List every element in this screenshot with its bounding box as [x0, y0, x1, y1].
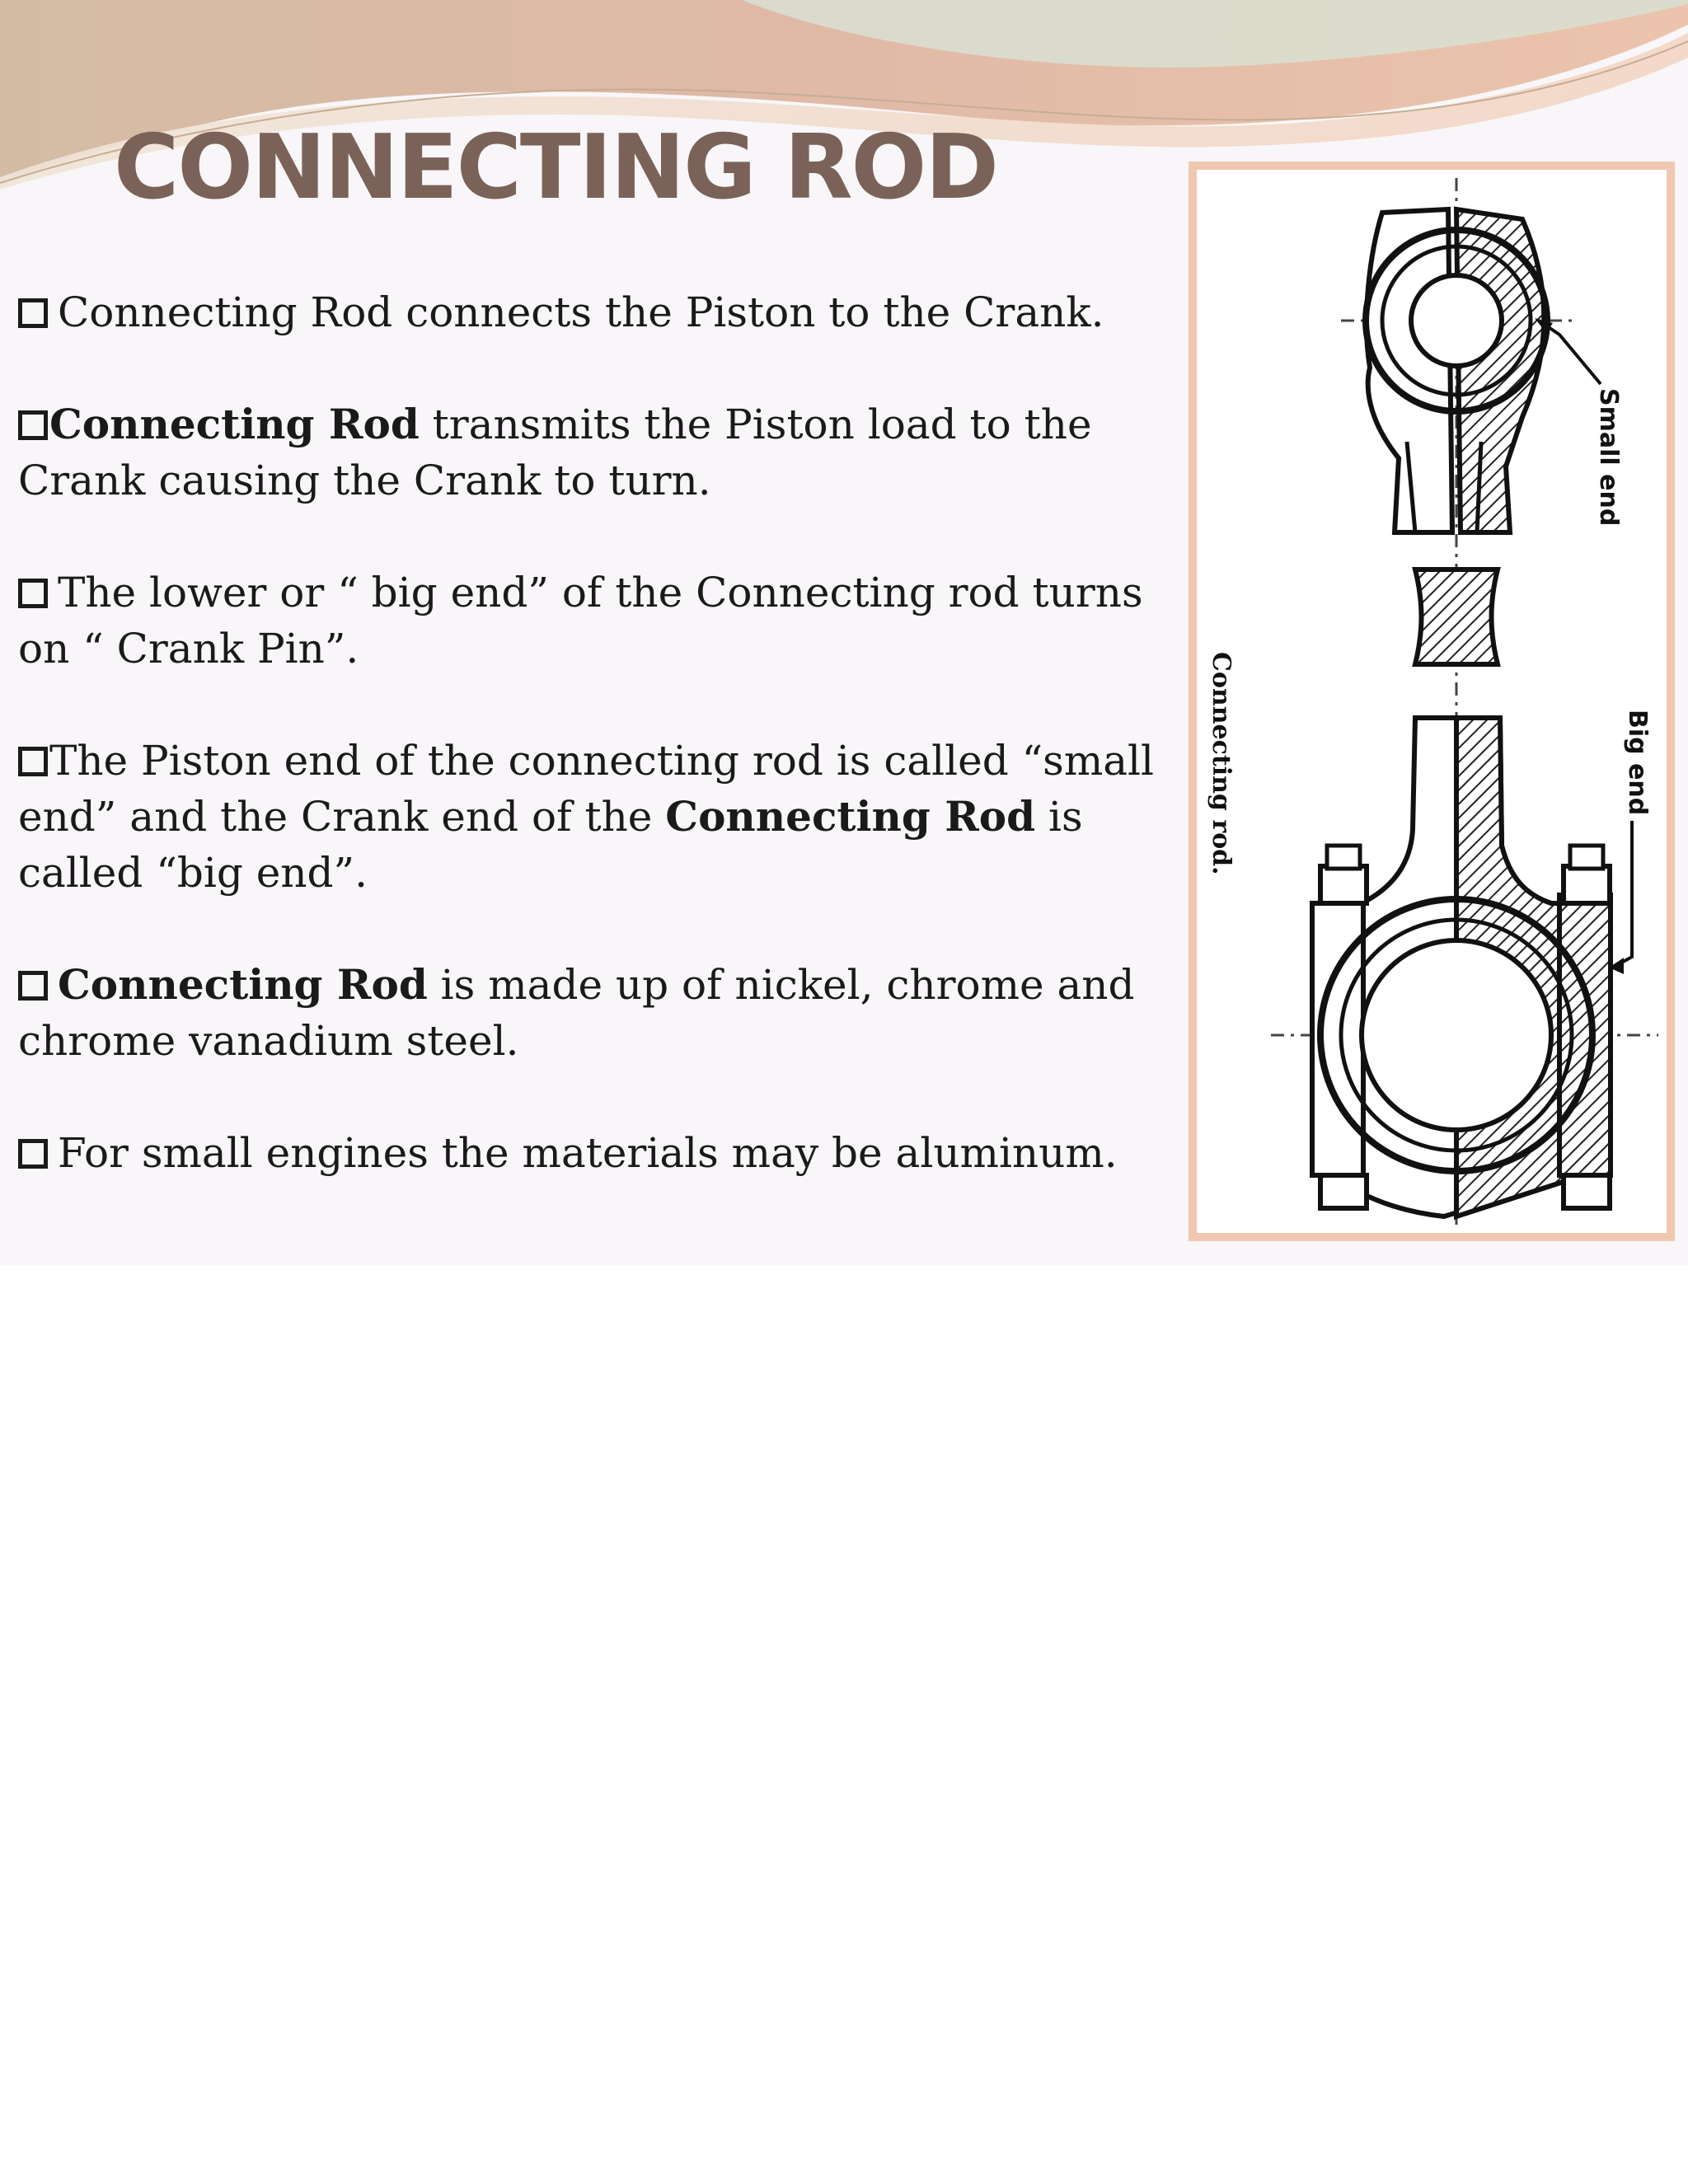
checkbox-bullet-icon	[18, 410, 48, 440]
bullet-text: The Piston end of the connecting rod is called “small end” and the Crank end of the	[18, 737, 1155, 841]
bearing-shell-part	[1415, 569, 1498, 664]
bullet-item	[18, 396, 1189, 509]
bullet-item	[18, 1125, 1189, 1181]
small-end-label: Small end	[1594, 388, 1623, 527]
bullet-item	[18, 733, 1189, 901]
bullet-list	[18, 284, 1189, 1237]
bullet-text: is made up of nickel, chrome and chrome vanadium steel.	[18, 961, 1135, 1065]
bullet-item	[18, 957, 1189, 1069]
bullet-item	[18, 284, 1189, 340]
connecting-rod-figure	[1189, 162, 1675, 1241]
slide-title: CONNECTING ROD	[114, 116, 997, 219]
bullet-text: Connecting Rod connects the Piston to the Crank.	[58, 288, 1104, 336]
big-end-leader-arrow	[1617, 821, 1632, 965]
checkbox-bullet-icon	[18, 971, 48, 1001]
checkbox-bullet-icon	[18, 298, 48, 328]
big-end-label: Big end	[1623, 710, 1652, 816]
bullet-text: The lower or “ big end” of the Connecting rod turns on “ Crank Pin”.	[18, 569, 1143, 673]
bullet-bold-term: Connecting Rod	[665, 792, 1036, 841]
checkbox-bullet-icon	[18, 747, 48, 776]
checkbox-bullet-icon	[18, 1139, 48, 1169]
big-end-part	[1312, 718, 1611, 1216]
connecting-rod-diagram	[1197, 170, 1667, 1233]
connecting-rod-label: Connecting rod.	[1207, 652, 1236, 875]
bullet-text: is called “big end”.	[18, 793, 1083, 897]
bullet-item	[18, 565, 1189, 677]
bullet-text: transmits the Piston load to the Crank causing the Crank to turn.	[18, 401, 1092, 504]
checkbox-bullet-icon	[18, 579, 48, 608]
bullet-bold-term: Connecting Rod	[58, 960, 428, 1009]
bullet-bold-term: Connecting Rod	[49, 400, 420, 448]
bullet-text: For small engines the materials may be aluminum.	[58, 1129, 1118, 1177]
